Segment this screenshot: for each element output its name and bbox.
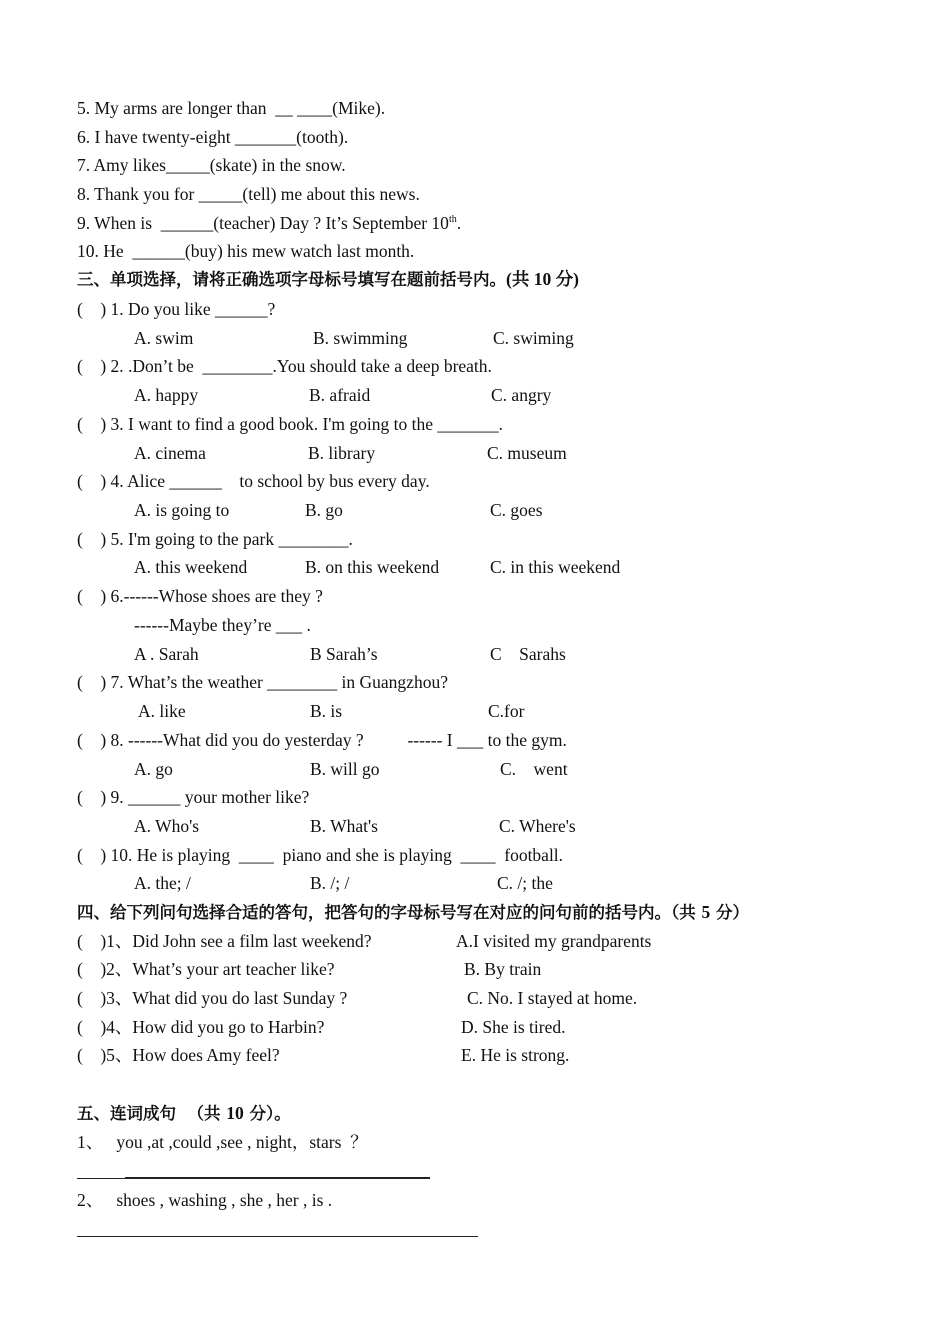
mc-6-option-b: B Sarah’s	[310, 644, 378, 664]
mc-10-option-c: C. /; the	[497, 873, 553, 893]
mc-10-option-b: B. /; /	[310, 873, 350, 893]
section-3-heading	[77, 268, 579, 291]
fill-in-item-8: 8. Thank you for _____(tell) me about this news.	[77, 184, 420, 204]
fill-in-item-9-sup: th	[448, 214, 457, 226]
mc-question-10: ( ) 10. He is playing ____ piano and she is playing ____ football.	[77, 845, 564, 865]
mc-question-5: ( ) 5. I'm going to the park ________.	[77, 529, 353, 549]
section-5-title: 五、连词成句 （共	[77, 1104, 221, 1123]
section-3-title: 三、单项选择，请将正确选项字母标号填写在题前括号内。	[77, 270, 506, 289]
mc-1-option-b: B. swimming	[313, 328, 408, 348]
fill-in-item-9-text: 9. When is ______(teacher) Day ? It’s September 10	[77, 213, 449, 233]
match-question-5: ( )5、How does Amy feel?	[77, 1045, 280, 1065]
mc-question-1: ( ) 1. Do you like ______?	[77, 299, 276, 319]
mc-7-option-c: C.for	[488, 701, 525, 721]
mc-4-option-b: B. go	[305, 500, 343, 520]
section-5-heading	[77, 1102, 291, 1125]
mc-9-option-c: C. Where's	[499, 816, 576, 836]
mc-2-option-c: C. angry	[491, 385, 552, 405]
mc-8-option-a: A. go	[134, 759, 173, 779]
mc-4-option-c: C. goes	[490, 500, 543, 520]
mc-7-option-a: A. like	[138, 701, 186, 721]
mc-7-option-b: B. is	[310, 701, 343, 721]
mc-4-option-a: A. is going to	[134, 500, 230, 520]
match-question-1: ( )1、Did John see a film last weekend?	[77, 931, 372, 951]
match-question-3: ( )3、What did you do last Sunday ?	[77, 988, 348, 1008]
mc-9-option-b: B. What's	[310, 816, 378, 836]
mc-question-9: ( ) 9. ______ your mother like?	[77, 787, 310, 807]
mc-2-option-b: B. afraid	[309, 385, 371, 405]
mc-question-8: ( ) 8. ------What did you do yesterday ? ------ I ___ to the gym.	[77, 730, 567, 750]
mc-question-3: ( ) 3. I want to find a good book. I'm going to the _______.	[77, 414, 504, 434]
fill-in-item-6: 6. I have twenty-eight _______(tooth).	[77, 127, 349, 147]
section-3-score: (共 10 分)	[506, 269, 579, 289]
mc-3-option-c: C. museum	[487, 443, 567, 463]
mc-8-option-c: C. went	[500, 759, 568, 779]
mc-3-option-a: A. cinema	[134, 443, 206, 463]
word-order-item-1: 1、 you ,at ,could ,see , night，stars ？	[77, 1132, 368, 1152]
match-answer-a: A.I visited my grandparents	[456, 931, 652, 951]
match-answer-c: C. No. I stayed at home.	[467, 988, 638, 1008]
mc-question-7: ( ) 7. What’s the weather ________ in Guangzhou?	[77, 672, 448, 692]
mc-8-option-b: B. will go	[310, 759, 380, 779]
section-4-title-end: 分）	[716, 903, 749, 922]
mc-1-option-c: C. swiming	[493, 328, 574, 348]
section-4-score: 5	[701, 902, 711, 922]
fill-in-item-9-tail: .	[456, 213, 462, 233]
section-5-score: 10	[226, 1103, 244, 1123]
answer-line-1[interactable]	[125, 1177, 430, 1179]
mc-9-option-a: A. Who's	[134, 816, 200, 836]
section-4-heading	[77, 901, 749, 924]
section-4-title: 四、给下列问句选择合适的答句，把答句的字母标号写在对应的问句前的括号内。（共	[77, 903, 696, 922]
mc-5-option-a: A. this weekend	[134, 557, 248, 577]
match-question-4: ( )4、How did you go to Harbin?	[77, 1017, 325, 1037]
match-answer-b: B. By train	[464, 959, 542, 979]
mc-2-option-a: A. happy	[134, 385, 199, 405]
match-answer-e: E. He is strong.	[461, 1045, 570, 1065]
word-order-item-2: 2、 shoes , washing , she , her , is .	[77, 1190, 333, 1210]
fill-in-item-5: 5. My arms are longer than __ ____(Mike).	[77, 98, 386, 118]
mc-5-option-c: C. in this weekend	[490, 557, 621, 577]
mc-1-option-a: A. swim	[134, 328, 194, 348]
mc-6-option-a: A . Sarah	[134, 644, 199, 664]
mc-10-option-a: A. the; /	[134, 873, 191, 893]
answer-line-1-start	[77, 1178, 125, 1179]
mc-3-option-b: B. library	[308, 443, 376, 463]
fill-in-item-10: 10. He ______(buy) his mew watch last month.	[77, 241, 415, 261]
mc-6-option-c: C Sarahs	[490, 644, 566, 664]
mc-question-4: ( ) 4. Alice ______ to school by bus every day.	[77, 471, 430, 491]
mc-5-option-b: B. on this weekend	[305, 557, 440, 577]
section-5-title-end: 分）。	[249, 1104, 291, 1123]
match-question-2: ( )2、What’s your art teacher like?	[77, 959, 335, 979]
mc-question-6: ( ) 6.------Whose shoes are they ?	[77, 586, 323, 606]
match-answer-d: D. She is tired.	[461, 1017, 566, 1037]
mc-question-6-line-2: ------Maybe they’re ___ .	[134, 615, 311, 635]
answer-line-2[interactable]	[77, 1236, 478, 1237]
fill-in-item-9	[77, 212, 461, 234]
mc-question-2: ( ) 2. .Don’t be ________.You should take a deep breath.	[77, 356, 492, 376]
fill-in-item-7: 7. Amy likes_____(skate) in the snow.	[77, 155, 346, 175]
